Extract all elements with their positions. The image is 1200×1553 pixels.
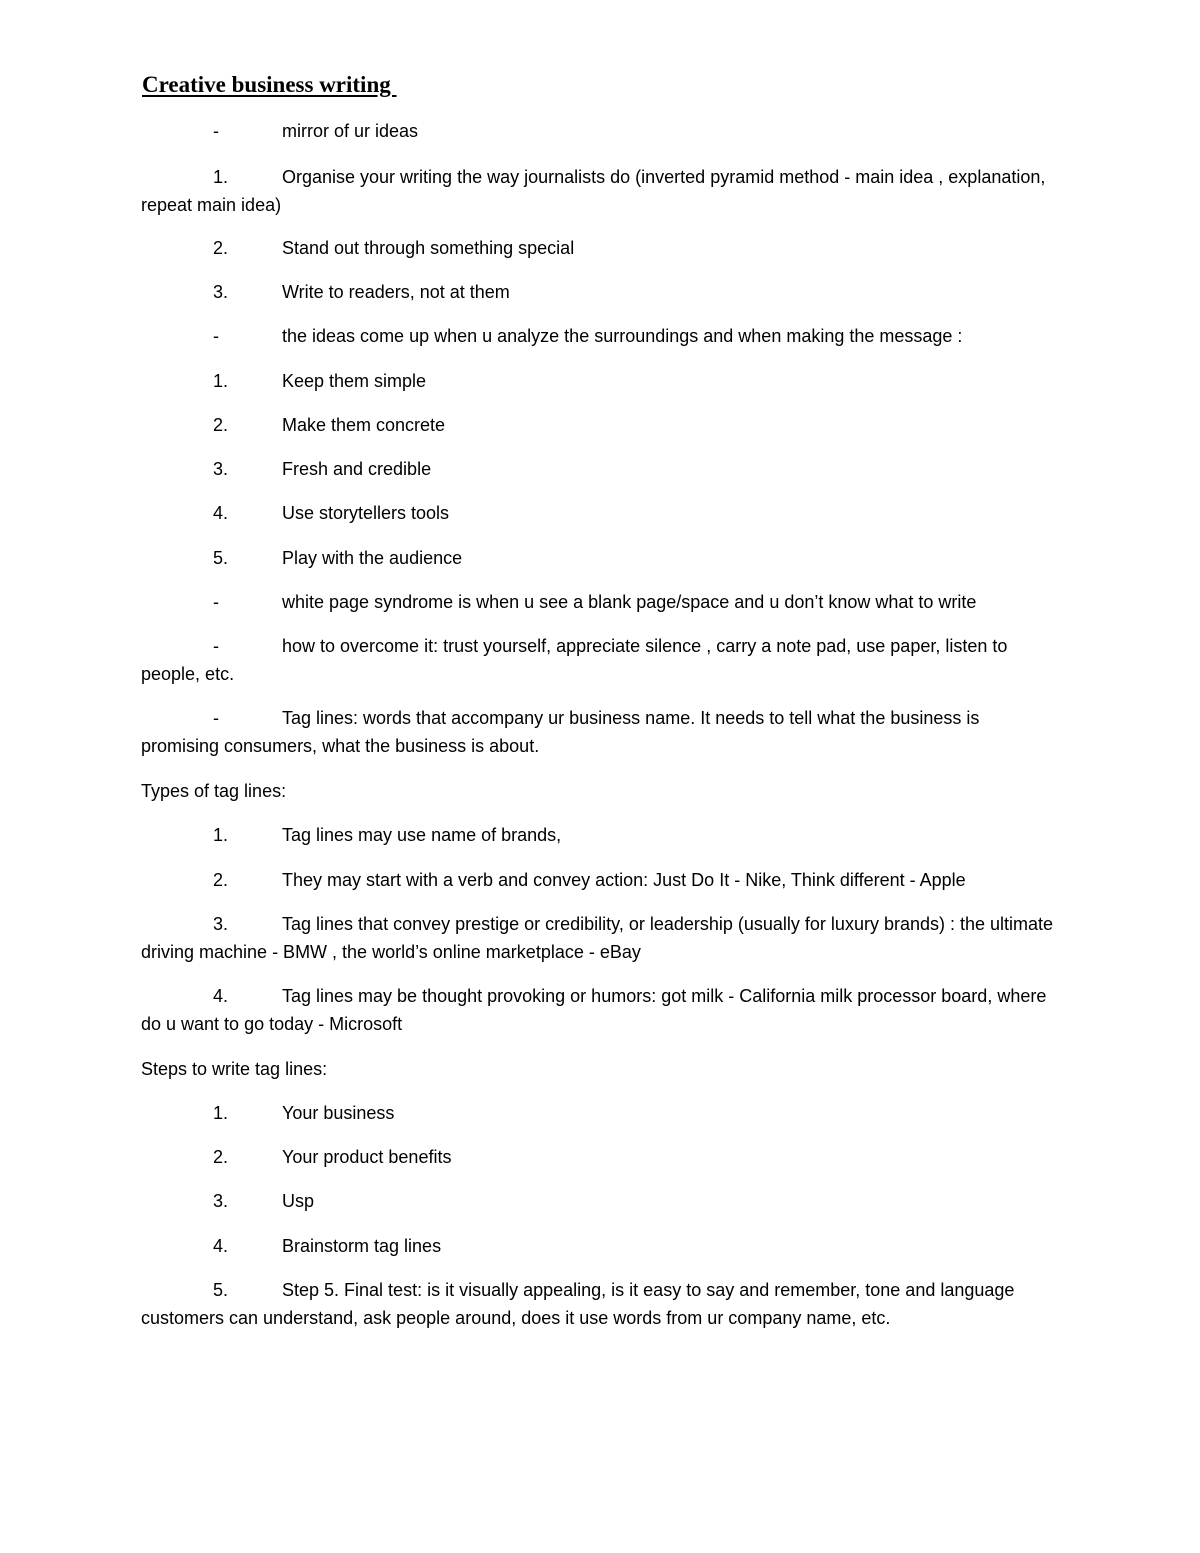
list-number: 1. <box>213 371 229 391</box>
section-heading-types: Types of tag lines: <box>141 781 287 801</box>
list-item <box>141 1232 1061 1260</box>
list-number: 2. <box>213 415 229 435</box>
list-item-text: Tag lines may be thought provoking or humors: got milk - California milk processor board, where do u want to go today - Microsoft <box>141 986 1047 1034</box>
bullet-marker: - <box>213 636 219 656</box>
bullet-marker: - <box>213 326 219 346</box>
list-item <box>141 588 1061 616</box>
section-heading-steps: Steps to write tag lines: <box>141 1059 328 1079</box>
list-item-text: Organise your writing the way journalists do (inverted pyramid method - main idea , explanation, repeat main idea) <box>141 167 1046 215</box>
list-item-text: Step 5. Final test: is it visually appealing, is it easy to say and remember, tone and language customers can understand, ask people around, does it use words from ur company name, etc. <box>141 1280 1015 1328</box>
list-item-text: They may start with a verb and convey action: Just Do It - Nike, Think different - Apple <box>282 870 966 890</box>
list-item-text: Play with the audience <box>282 548 463 568</box>
list-item <box>141 278 1061 306</box>
list-item-text: the ideas come up when u analyze the surroundings and when making the message : <box>282 326 963 346</box>
list-number: 2. <box>213 238 229 258</box>
list-number: 5. <box>213 548 229 568</box>
list-number: 2. <box>213 870 229 890</box>
list-item <box>141 866 1061 894</box>
list-item <box>141 910 1061 966</box>
list-item <box>141 499 1061 527</box>
list-item <box>141 544 1061 572</box>
list-item <box>141 704 1061 760</box>
list-number: 4. <box>213 1236 229 1256</box>
list-number: 4. <box>213 503 229 523</box>
list-number: 1. <box>213 167 229 187</box>
bullet-marker: - <box>213 121 219 141</box>
bullet-marker: - <box>213 592 219 612</box>
list-number: 1. <box>213 1103 229 1123</box>
list-item-text: how to overcome it: trust yourself, appreciate silence , carry a note pad, use paper, listen to people, etc. <box>141 636 1008 684</box>
list-item <box>141 411 1061 439</box>
list-item <box>141 1099 1061 1127</box>
list-item <box>141 367 1061 395</box>
list-item <box>141 1276 1061 1332</box>
list-item-text: Stand out through something special <box>282 238 575 258</box>
list-item-text: Make them concrete <box>282 415 446 435</box>
list-item <box>141 821 1061 849</box>
list-number: 3. <box>213 282 229 302</box>
list-number: 5. <box>213 1280 229 1300</box>
list-item <box>141 632 1061 688</box>
list-item-text: mirror of ur ideas <box>282 121 419 141</box>
document-title: Creative business writing <box>142 72 397 97</box>
list-item-text: white page syndrome is when u see a blank page/space and u don’t know what to write <box>282 592 977 612</box>
list-number: 1. <box>213 825 229 845</box>
bullet-marker: - <box>213 708 219 728</box>
list-item-text: Usp <box>282 1191 315 1211</box>
list-item-text: Write to readers, not at them <box>282 282 510 302</box>
list-number: 3. <box>213 459 229 479</box>
list-item-text: Brainstorm tag lines <box>282 1236 442 1256</box>
list-item <box>141 163 1061 219</box>
list-item-text: Keep them simple <box>282 371 427 391</box>
list-item-text: Your business <box>282 1103 395 1123</box>
list-item <box>141 1187 1061 1215</box>
list-item <box>141 117 1061 145</box>
list-item <box>141 234 1061 262</box>
list-number: 4. <box>213 986 229 1006</box>
list-item-text: Your product benefits <box>282 1147 452 1167</box>
list-number: 2. <box>213 1147 229 1167</box>
list-item-text: Tag lines: words that accompany ur business name. It needs to tell what the business is promising consumers, what the business is about. <box>141 708 980 756</box>
list-item <box>141 322 1061 350</box>
list-item-text: Use storytellers tools <box>282 503 450 523</box>
list-number: 3. <box>213 1191 229 1211</box>
list-item <box>141 1143 1061 1171</box>
list-number: 3. <box>213 914 229 934</box>
list-item-text: Fresh and credible <box>282 459 432 479</box>
list-item-text: Tag lines may use name of brands, <box>282 825 562 845</box>
list-item <box>141 982 1061 1038</box>
list-item-text: Tag lines that convey prestige or credibility, or leadership (usually for luxury brands) : the ultimate driving machine - BMW , the world’s online marketplace - eBay <box>141 914 1054 962</box>
list-item <box>141 455 1061 483</box>
